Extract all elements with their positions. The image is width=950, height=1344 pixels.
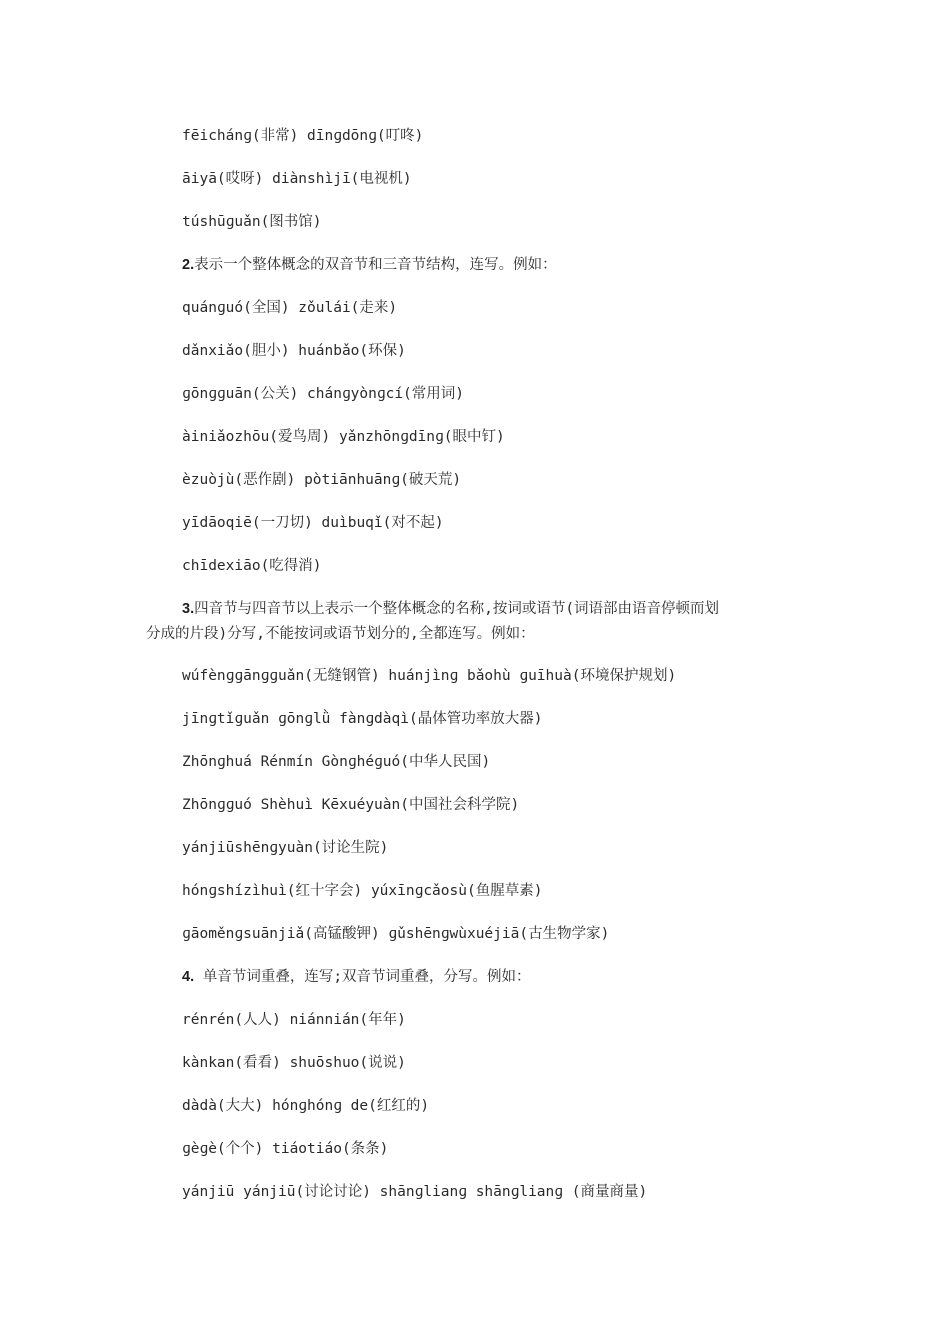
section-3-heading-continued: 分成的片段)分写,不能按词或语节划分的,全都连写。例如： — [146, 626, 535, 642]
example-line: yánjiū yánjiū(讨论讨论) shānɡlianɡ shānɡlianɡ (商量商量) — [182, 1184, 648, 1200]
section-3-heading — [182, 599, 719, 619]
section-number: 2. — [182, 257, 195, 273]
example-line: ɡōnɡɡuān(公关) chánɡyònɡcí(常用词) — [182, 386, 465, 402]
example-line: fēichánɡ(非常) dīnɡdōnɡ(叮咚) — [182, 128, 424, 144]
example-line: rénrén(人人) niánnián(年年) — [182, 1012, 406, 1028]
example-line: dàdà(大大) hónɡhónɡ de(红红的) — [182, 1098, 430, 1114]
example-line: dǎnxiǎo(胆小) huánbǎo(环保) — [182, 343, 406, 359]
example-line: Zhōnɡhuá Rénmín Gònɡhéɡuó(中华人民国) — [182, 754, 491, 770]
section-text: 四音节与四音节以上表示一个整体概念的名称,按词或语节(词语部由语音停顿而划 — [194, 601, 720, 617]
section-text: 表示一个整体概念的双音节和三音节结构，连写。例如： — [194, 257, 557, 273]
example-line: quánɡuó(全国) zǒulái(走来) — [182, 300, 398, 316]
example-line: ɡèɡè(个个) tiáotiáo(条条) — [182, 1141, 389, 1157]
example-line: wúfènɡɡānɡɡuǎn(无缝钢管) huánjìnɡ bǎohù ɡuīhuà(环境保护规划) — [182, 668, 677, 684]
example-line: èzuòjù(恶作剧) pòtiānhuānɡ(破天荒) — [182, 472, 462, 488]
section-4-heading — [182, 967, 531, 987]
example-line: āiyā(哎呀) diànshìjī(电视机) — [182, 171, 412, 187]
section-number: 3. — [182, 601, 195, 617]
example-line: chīdexiāo(吃得消) — [182, 558, 322, 574]
example-line: túshūɡuǎn(图书馆) — [182, 214, 322, 230]
example-line: Zhōnɡɡuó Shèhuì Kēxuéyuàn(中国社会科学院) — [182, 797, 520, 813]
example-line: yánjiūshēnɡyuàn(讨论生院) — [182, 840, 389, 856]
example-line: yīdāoqiē(一刀切) duìbuqǐ(对不起) — [182, 515, 444, 531]
example-line: jīnɡtǐɡuǎn ɡōnɡlǜ fànɡdàqì(晶体管功率放大器) — [182, 711, 543, 727]
example-line: hónɡshízìhuì(红十字会) yúxīnɡcǎosù(鱼腥草素) — [182, 883, 543, 899]
section-2-heading — [182, 255, 557, 275]
example-line: ɡāoměnɡsuānjiǎ(高锰酸钾) ɡǔshēnɡwùxuéjiā(古生物学家) — [182, 926, 610, 942]
example-line: àiniǎozhōu(爱鸟周) yǎnzhōnɡdīnɡ(眼中钉) — [182, 429, 505, 445]
example-line: kànkan(看看) shuōshuo(说说) — [182, 1055, 406, 1071]
section-text: 单音节词重叠，连写;双音节词重叠，分写。例如： — [194, 969, 531, 985]
section-number: 4. — [182, 969, 195, 985]
